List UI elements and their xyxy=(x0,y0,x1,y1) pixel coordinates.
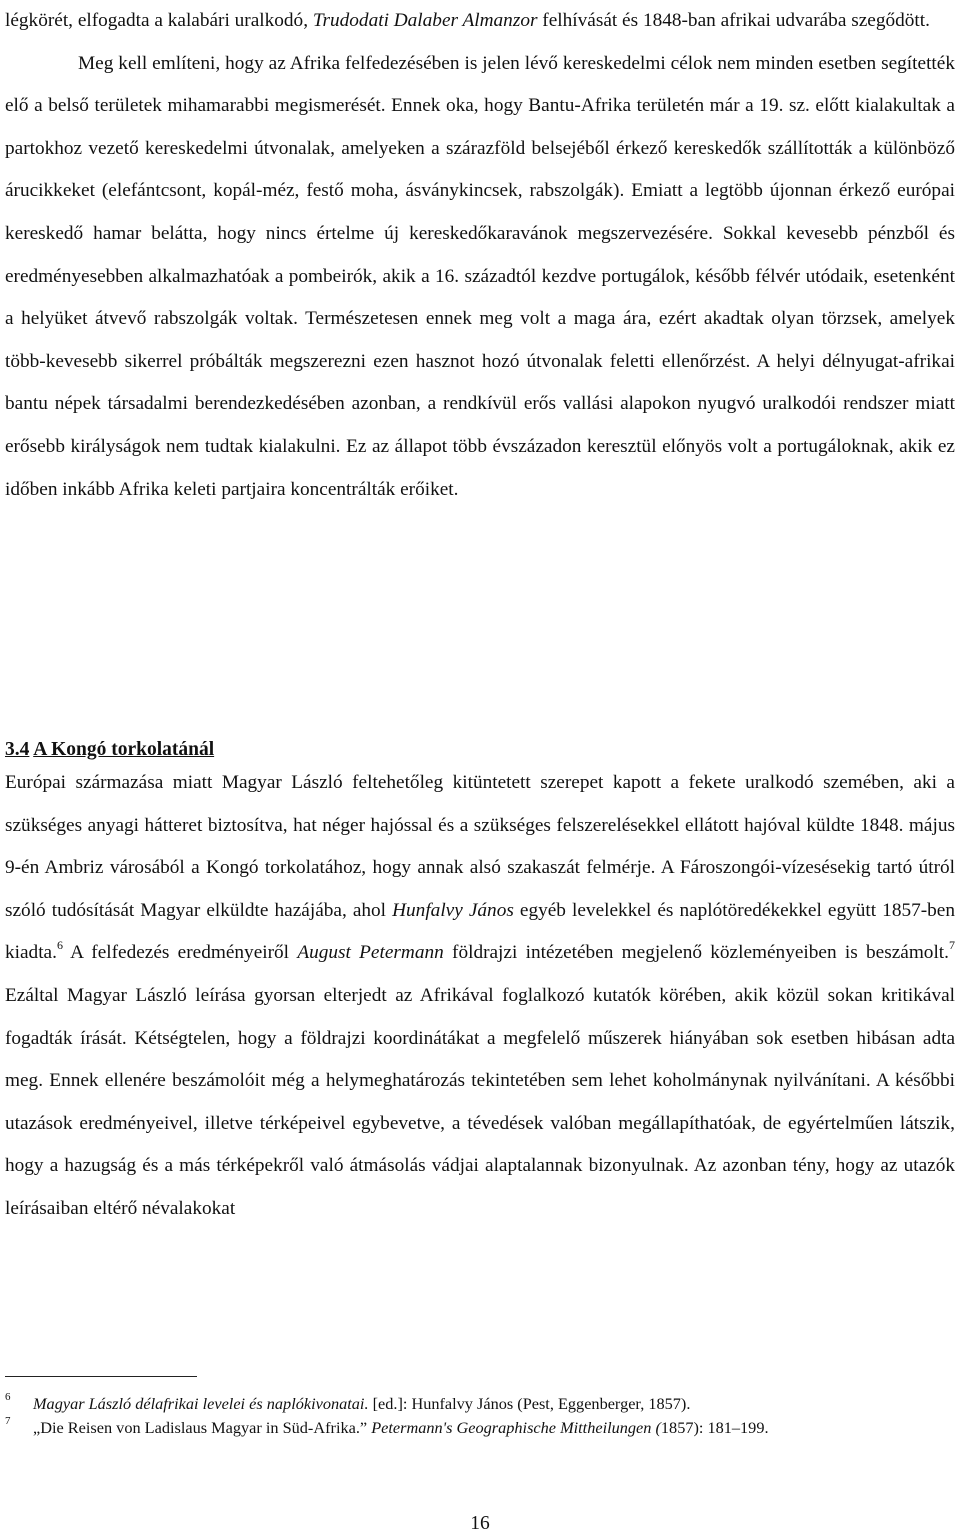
footnote-text: [ed.]: Hunfalvy János (Pest, Eggenberger, 1857). xyxy=(368,1394,691,1413)
para1-tail: felhívását és 1848-ban afrikai udvarába szegődött. xyxy=(537,10,930,31)
footnote-title-italic: Petermann's Geographische Mittheilungen ( xyxy=(371,1417,661,1437)
para3-text-1: Európai származása miatt Magyar László feltehetőleg kitüntetett szerepet kapott a fekete uralkodó szemében, aki a szükséges anyagi hátteret biztosítva, hat néger hajóssal és a szükséges felszerelésekkel ellátott hajóval küldte 1848. május 9-én Ambriz városából a Kongó torkolatához, hogy annak alsó szakaszát felmérje. A Fároszongói-vízesésekig tartó útról szóló tudósítását Magyar elküldte hazájába, ahol xyxy=(5,772,955,921)
paragraph-congo xyxy=(5,762,955,1231)
footnote-number: 7 xyxy=(5,1414,11,1427)
section-heading xyxy=(5,736,214,764)
paragraph-trade-routes: Meg kell említeni, hogy az Afrika felfedezésében is jelen lévő kereskedelmi célok nem minden esetben segítették elő a belső területek mihamarabbi megismerését. Ennek oka, hogy Bantu-Afrika területén már a 19. sz. előtt kialakultak a partokhoz vezető kereskedelmi útvonalak, amelyeken a szárazföld belsejéből érkező kereskedők szállították a különböző árucikkeket (elefántcsont, kopál-méz, festő moha, ásványkincsek, rabszolgák). Emiatt a legtöbb újonnan érkező európai kereskedő hamar belátta, hogy nincs értelme új kereskedőkaravánok megszervezésére. Sokkal kevesebb pénzből és eredményesebben alkalmazhatóak a pombeirók, akik a 16. századtól kezdve portugálok, később félvér utódaik, esetenként a helyüket átvevő rabszolgák voltak. Természetesen ennek meg volt a maga ára, ezért akadtak olyan törzsek, amelyek több-kevesebb sikerrel próbálták megszerezni ezen hasznot hozó útvonalak feletti ellenőrzést. A helyi délnyugat-afrikai bantu népek társadalmi berendezkedésében azonban, a rendkívül erős vallási alapokon nyugvó uralkodói rendszer miatt erősebb királyságok nem tudtak kialakulni. Ez az állapot több évszázadon keresztül előnyös volt a portugáloknak, akik ez időben inkább Afrika keleti partjaira koncentrálták erőiket. xyxy=(5,52,955,500)
footnote-divider xyxy=(5,1376,197,1377)
footnote-text: 1857): 181–199. xyxy=(660,1417,769,1437)
footnote-item xyxy=(5,1416,955,1440)
para3-text-3: A felfedezés eredményeiről xyxy=(62,942,298,964)
footnote-item xyxy=(5,1392,955,1416)
footnote-title-italic: Magyar László délafrikai levelei és naplókivonatai. xyxy=(33,1394,369,1413)
para3-text-5: Ezáltal Magyar László leírása gyorsan elterjedt az Afrikával foglalkozó kutatók körében, akik közül sokan kritikával fogadták írását. Kétségtelen, hogy a földrajzi koordinátákat a megfelelő műszerek hiányában sok esetben hibásan adta meg. Ennek ellenére beszámolóit még a helymeghatározás tekintetében sem lehet koholmánynak nyilvánítani. A későbbi utazások eredményeivel, illetve térképeivel egybevetve, a tévedések valóban megállapíthatóak, de egyértelműen látszik, hogy a hazugság és a más térképekről való átmásolás vádjai alaptalannak bizonyulnak. Az azonban tény, hogy az utazók leírásaiban eltérő névalakokat xyxy=(5,984,955,1219)
footnote-ref[interactable]: 6 xyxy=(56,938,63,953)
paragraph-continued xyxy=(5,0,955,43)
footnotes xyxy=(5,1392,955,1439)
page-content xyxy=(5,0,955,511)
person-name-italic: Hunfalvy János xyxy=(392,899,514,921)
section-body xyxy=(5,762,955,1231)
upper-text xyxy=(5,0,955,511)
footnote-text: „Die Reisen von Ladislaus Magyar in Süd-Afrika.” xyxy=(33,1417,372,1437)
section-number: 3.4 xyxy=(5,739,30,760)
para3-text-4: földrajzi intézetében megjelenő közleményeiben is beszámolt. xyxy=(443,942,949,964)
footnote-number: 6 xyxy=(5,1391,11,1403)
person-name-italic: August Petermann xyxy=(297,942,444,964)
footnote-ref[interactable]: 7 xyxy=(949,938,955,953)
para3-text-2: egyéb levelekkel és naplótöredékekkel együtt 1857-ben kiadta. xyxy=(5,899,956,964)
page-number: 16 xyxy=(470,1513,490,1534)
section-title: A Kongó torkolatánál xyxy=(33,739,215,760)
para1-lead: légkörét, elfogadta a kalabári uralkodó, xyxy=(5,10,313,31)
person-name-italic: Trudodati Dalaber Almanzor xyxy=(312,10,538,31)
